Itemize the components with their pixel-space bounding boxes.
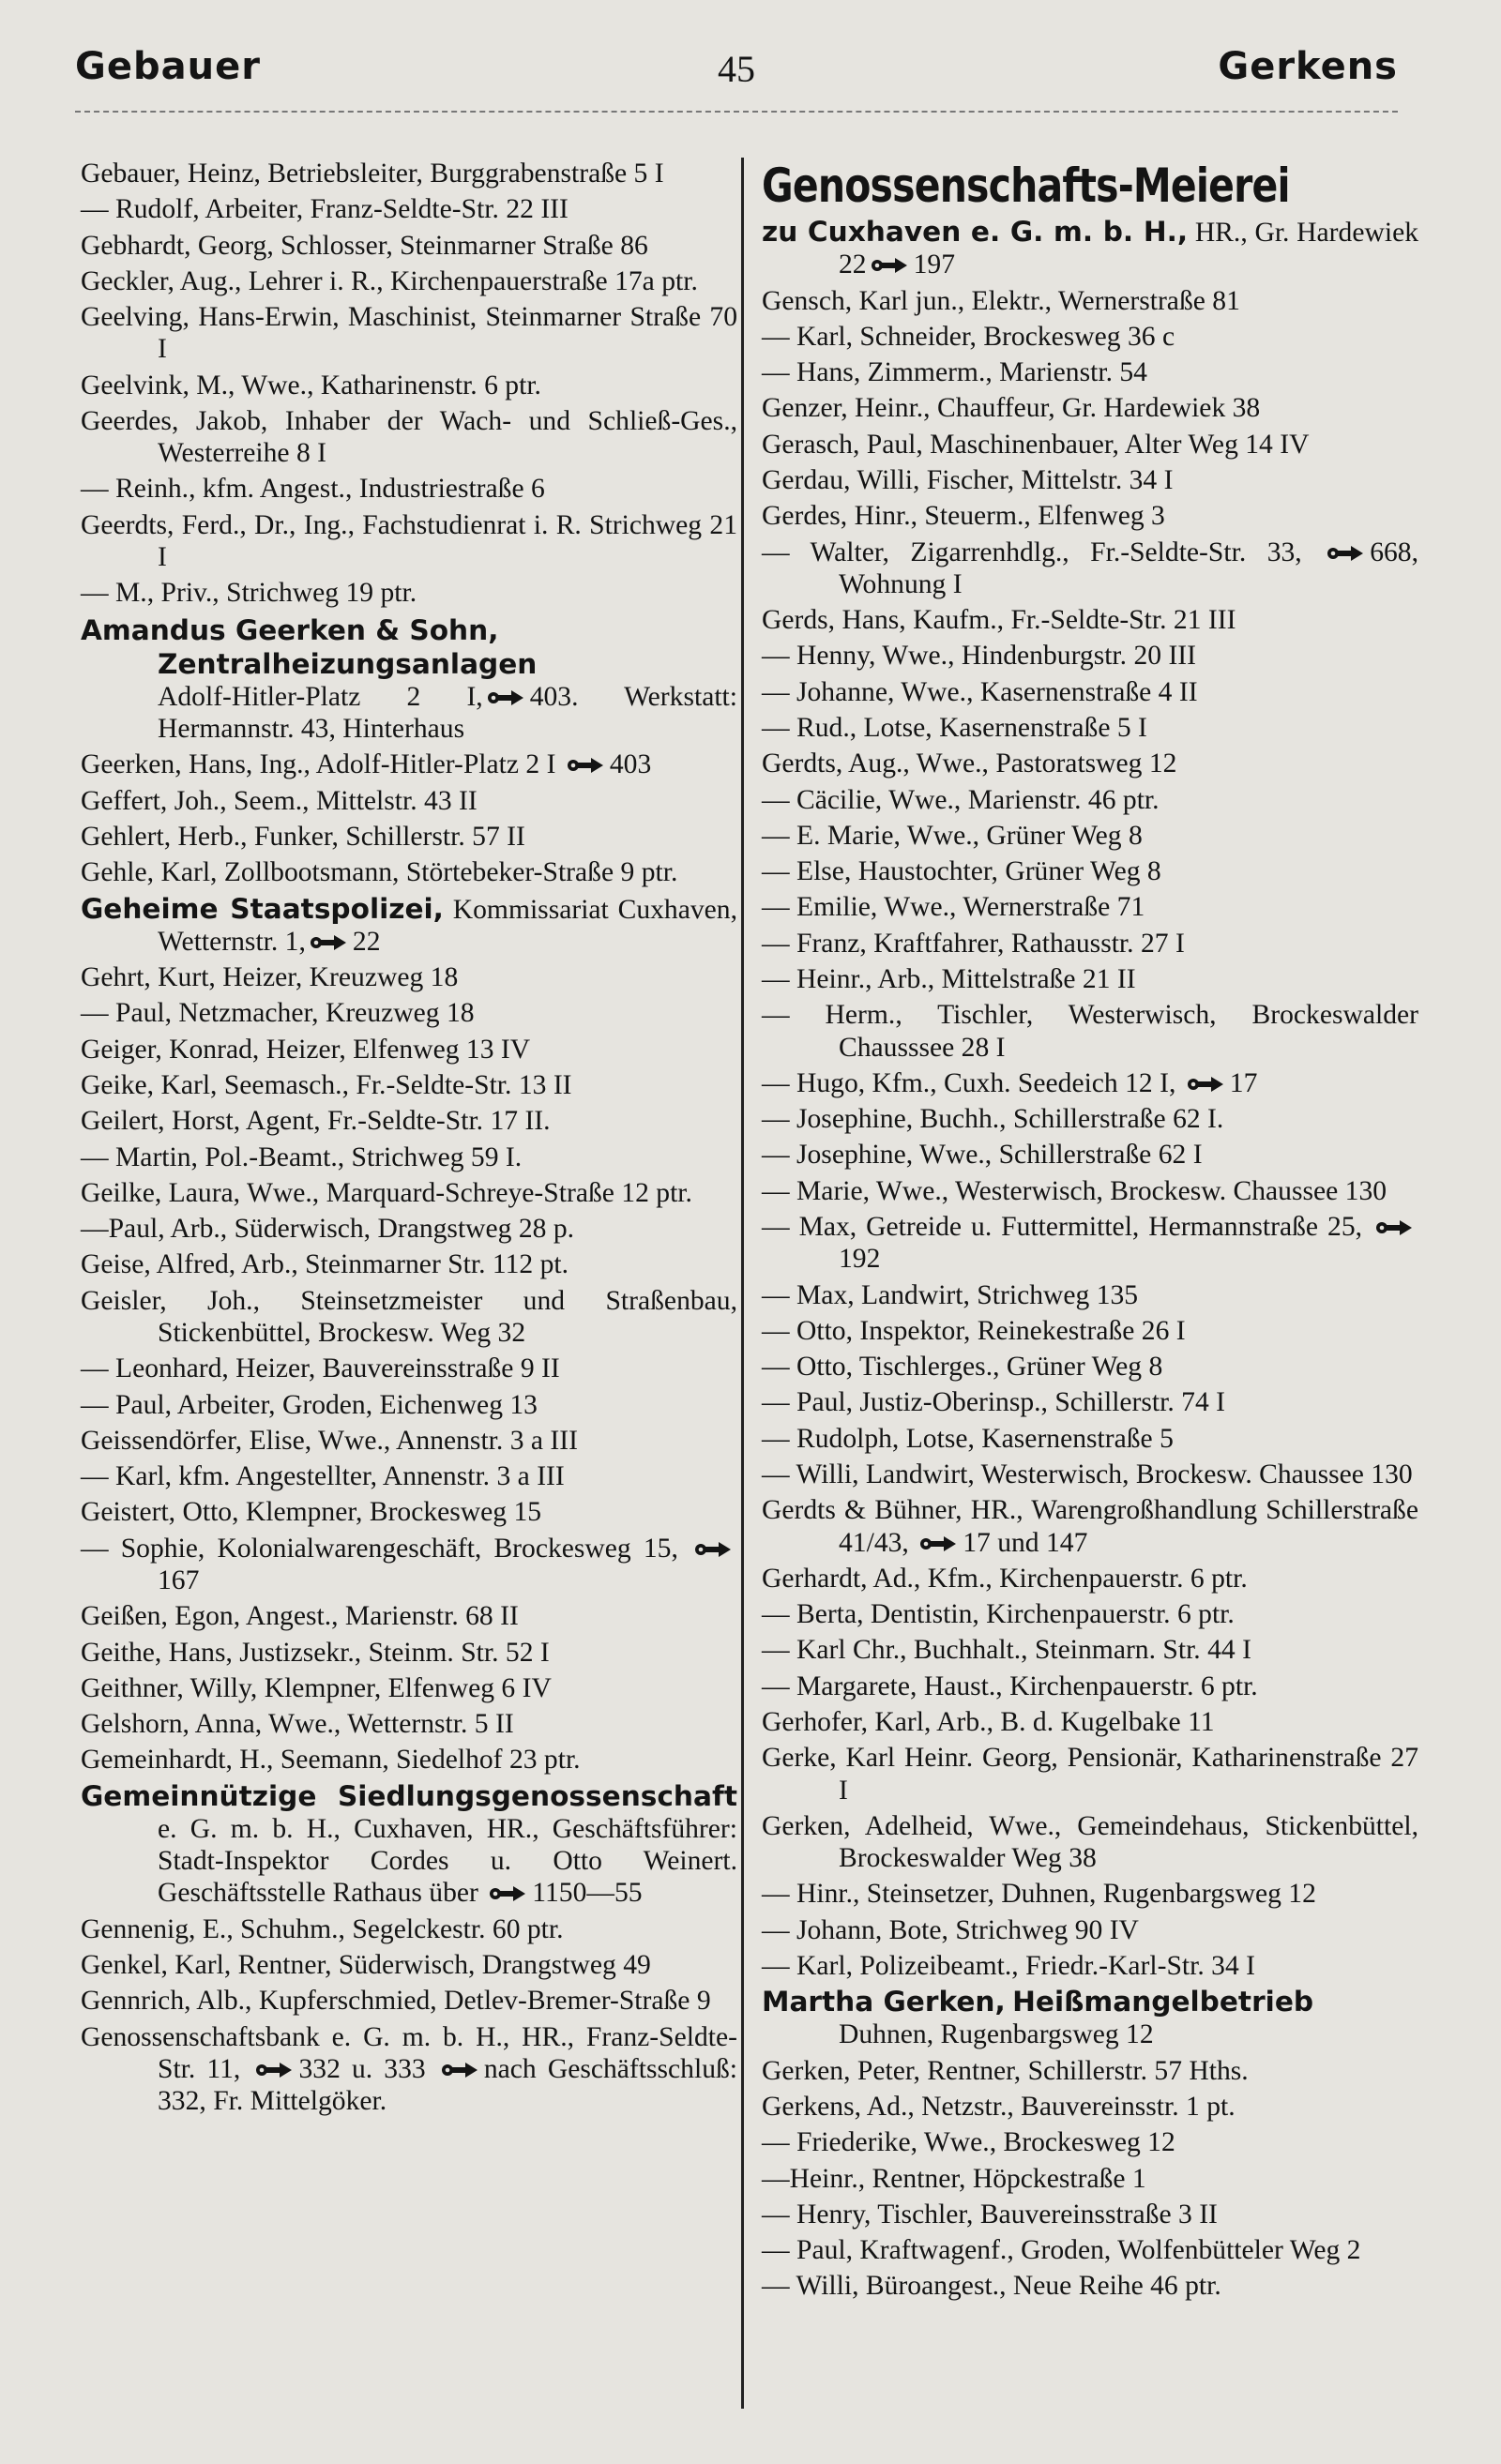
phone-icon xyxy=(441,2061,478,2079)
listing-text: — Hugo, Kfm., Cuxh. Seedeich 12 I, xyxy=(762,1067,1176,1098)
listing-text: Geilke, Laura, Wwe., Marquard-Schreye-Straße 12 ptr. xyxy=(81,1177,692,1208)
listing-text: Gemeinhardt, H., Seemann, Siedelhof 23 ptr. xyxy=(81,1745,581,1776)
listing-entry xyxy=(81,1069,737,1101)
listing-entry xyxy=(762,1706,1418,1738)
listing-entry: Gerken, Peter, Rentner, Schillerstr. 57 Hths. xyxy=(762,2055,1249,2086)
listing-entry xyxy=(81,1708,737,1740)
listing-entry xyxy=(81,1744,737,1776)
listing-text: — Otto, Inspektor, Reinekestraße 26 I xyxy=(762,1315,1186,1346)
listing-entry xyxy=(762,1315,1418,1347)
listing-text: Gerhardt, Ad., Kfm., Kirchenpauerstr. 6 ptr. xyxy=(762,1563,1248,1594)
listing-entry xyxy=(81,1353,737,1384)
listing-text: — Sophie, Kolonialwarengeschäft, Brockesweg 15, xyxy=(81,1533,678,1564)
phone-number: 22 xyxy=(352,926,381,957)
listing-text: — Else, Haustochter, Grüner Weg 8 xyxy=(762,856,1161,887)
listing-entry xyxy=(81,1285,737,1349)
phone-icon xyxy=(489,1884,526,1903)
listing-text: — E. Marie, Wwe., Grüner Weg 8 xyxy=(762,820,1143,851)
listing-text: — Josephine, Wwe., Schillerstraße 62 I xyxy=(762,1140,1203,1171)
listing-text: Genzer, Heinr., Chauffeur, Gr. Hardewiek 38 xyxy=(762,393,1261,424)
listing-entry xyxy=(762,1139,1418,1171)
listing-text: — Otto, Tischlerges., Grüner Weg 8 xyxy=(762,1352,1163,1383)
listing-entry xyxy=(762,640,1418,672)
listing-entry xyxy=(81,1389,737,1421)
listing-text: — Cäcilie, Wwe., Marienstr. 46 ptr. xyxy=(762,784,1160,815)
listing-entry xyxy=(81,1913,737,1945)
listing-entry xyxy=(762,820,1418,852)
listing-text: Geistert, Otto, Klempner, Brockesweg 15 xyxy=(81,1497,542,1528)
listing-text: Gensch, Karl jun., Elektr., Wernerstraße 81 xyxy=(762,285,1240,316)
phone-icon xyxy=(871,256,908,275)
listing-entry xyxy=(81,1213,737,1245)
firm-subtitle: Zentralheizungsanlagen xyxy=(158,647,538,680)
listing-text: — Martin, Pol.-Beamt., Strichweg 59 I. xyxy=(81,1141,523,1172)
listing-entry: — Reinh., kfm. Angest., Industriestraße 6 xyxy=(81,474,545,505)
phone-number: 197 xyxy=(913,249,955,280)
listing-text: Gerdes, Hinr., Steuerm., Elfenweg 3 xyxy=(762,501,1165,532)
listing-entry: Geerdts, Ferd., Dr., Ing., Fachstudienrat i. R. Strichweg 21 I xyxy=(81,509,737,572)
listing-entry xyxy=(762,1279,1418,1311)
firm-name: Amandus Geerken & Sohn, xyxy=(81,614,499,647)
listing-text: —Paul, Arb., Süderwisch, Drangstweg 28 p. xyxy=(81,1214,575,1245)
listing-text: — Josephine, Buchh., Schillerstraße 62 I. xyxy=(762,1104,1224,1135)
listing-entry xyxy=(81,1496,737,1528)
listing-text: Gerds, Hans, Kaufm., Fr.-Seldte-Str. 21 III xyxy=(762,605,1236,636)
phone-number: 167 xyxy=(158,1565,200,1595)
listing-entry xyxy=(762,464,1418,496)
listing-entry xyxy=(762,500,1418,532)
listing-text: — Paul, Netzmacher, Kreuzweg 18 xyxy=(81,998,475,1029)
listing-entry xyxy=(81,961,737,993)
listing-entry xyxy=(81,1985,737,2017)
listing-text: — Margarete, Haust., Kirchenpauerstr. 6 ptr. xyxy=(762,1670,1258,1701)
listing-text: Geithner, Willy, Klempner, Elfenweg 6 IV xyxy=(81,1672,552,1703)
column-divider xyxy=(741,158,744,2409)
listing-entry xyxy=(81,1637,737,1669)
listing-entry xyxy=(81,1460,737,1492)
listing-text: Gerasch, Paul, Maschinenbauer, Alter Weg 14 IV xyxy=(762,429,1310,460)
listing-entry xyxy=(81,1141,737,1173)
listing-text: Geiger, Konrad, Heizer, Elfenweg 13 IV xyxy=(81,1034,531,1065)
listing-entry xyxy=(762,1175,1418,1207)
office-address: Kommissariat Cuxhaven, Wetternstr. 1, xyxy=(158,894,737,957)
listing-text: Gerdts & Bühner, HR., Warengroßhandlung Schillerstraße 41/43, xyxy=(762,1495,1418,1558)
listing-entry: — Friederike, Wwe., Brockesweg 12 xyxy=(762,2127,1175,2158)
listing-text: — Hans, Zimmerm., Marienstr. 54 xyxy=(762,357,1147,388)
left-column xyxy=(81,158,737,2121)
listing-entry xyxy=(762,1351,1418,1383)
listing-entry xyxy=(762,1563,1418,1595)
firm-entry-geerken xyxy=(81,614,737,745)
listing-entry xyxy=(81,821,737,853)
listing-entry xyxy=(762,1670,1418,1702)
listing-entry xyxy=(81,997,737,1029)
listing-entry: — Rudolf, Arbeiter, Franz-Seldte-Str. 22 III xyxy=(81,194,569,225)
listing-entry xyxy=(762,356,1418,388)
listing-entry xyxy=(762,1598,1418,1630)
phone-icon xyxy=(1187,1075,1224,1094)
listing-entry xyxy=(81,1248,737,1280)
listing-entry: —Heinr., Rentner, Höpckestraße 1 xyxy=(762,2163,1146,2194)
listing-text: — Karl, Schneider, Brockesweg 36 c xyxy=(762,321,1175,352)
listing-entry-staatspolizei xyxy=(81,893,737,958)
listing-text: Geike, Karl, Seemasch., Fr.-Seldte-Str. 13 II xyxy=(81,1069,572,1100)
phone-icon xyxy=(1375,1218,1413,1237)
listing-entry xyxy=(762,1459,1418,1490)
listing-text: e. G. m. b. H., Cuxhaven, HR., Geschäftsführer: Stadt-Inspektor Cordes u. Otto Weinert. Geschäftsstelle Rathaus über xyxy=(158,1813,737,1909)
listing-entry xyxy=(762,392,1418,424)
listing-text: Gehle, Karl, Zollbootsmann, Störtebeker-Straße 9 ptr. xyxy=(81,857,678,888)
listing-bold-lead: Gemeinnützige Siedlungsgenossenschaft xyxy=(81,1779,737,1812)
listing-text: Gehrt, Kurt, Heizer, Kreuzweg 18 xyxy=(81,962,459,993)
phone-icon xyxy=(1327,544,1364,563)
listing-entry xyxy=(762,1878,1418,1910)
phone-number: 192 xyxy=(839,1244,881,1275)
listing-entry xyxy=(81,2021,737,2118)
listing-entry xyxy=(762,1067,1418,1099)
page-header xyxy=(75,45,1398,120)
listing-text: Gerdau, Willi, Fischer, Mittelstr. 34 I xyxy=(762,464,1174,495)
listing-entry xyxy=(762,1386,1418,1418)
phone-number: 403 xyxy=(609,749,652,780)
listing-entry xyxy=(81,1949,737,1981)
listing-text: Geilert, Horst, Agent, Fr.-Seldte-Str. 17 II. xyxy=(81,1106,551,1137)
listing-entry xyxy=(762,537,1418,600)
listing-entry xyxy=(762,1211,1418,1275)
listing-entry: — Paul, Kraftwagenf., Groden, Wolfenbütteler Weg 2 xyxy=(762,2235,1361,2266)
phone-number: 668, Wohnung I xyxy=(839,537,1418,599)
meierei-address: HR., Gr. Hardewiek 22 xyxy=(839,218,1418,280)
listing-text: — Paul, Justiz-Oberinsp., Schillerstr. 74 I xyxy=(762,1387,1226,1418)
listing-text: Geithe, Hans, Justizsekr., Steinm. Str. 52 I xyxy=(81,1637,550,1668)
listing-entry: Geelving, Hans-Erwin, Maschinist, Steinmarner Straße 70 I xyxy=(81,302,737,365)
listing-entry xyxy=(81,1780,737,1910)
firm-entry-martha-gerken xyxy=(762,1986,1418,2050)
listing-text: — Hinr., Steinsetzer, Duhnen, Rugenbargsweg 12 xyxy=(762,1879,1316,1910)
listing-text: — Willi, Landwirt, Westerwisch, Brockesw. Chaussee 130 xyxy=(762,1459,1413,1490)
listing-text: Gerke, Karl Heinr. Georg, Pensionär, Katharinenstraße 27 I xyxy=(762,1743,1418,1806)
listing-entry xyxy=(81,1425,737,1457)
listing-entry xyxy=(762,712,1418,744)
listing-entry xyxy=(762,999,1418,1063)
listing-entry xyxy=(762,1742,1418,1806)
phone-number: 1150—55 xyxy=(532,1878,643,1909)
office-name: Geheime Staatspolizei, xyxy=(81,892,444,925)
listing-text: Genkel, Karl, Rentner, Süderwisch, Drangstweg 49 xyxy=(81,1949,651,1980)
phone-icon xyxy=(255,2061,293,2079)
listing-text: — Heinr., Arb., Mittelstraße 21 II xyxy=(762,964,1136,995)
listing-entry xyxy=(762,321,1418,353)
listing-entry: Gebhardt, Georg, Schlosser, Steinmarner Straße 86 xyxy=(81,230,648,261)
listing-text: Geisler, Joh., Steinsetzmeister und Straßenbau, Stickenbüttel, Brockesw. Weg 32 xyxy=(81,1285,737,1348)
listing-text: — Karl Chr., Buchhalt., Steinmarn. Str. 44 I xyxy=(762,1635,1251,1666)
listing-text: Geissendörfer, Elise, Wwe., Annenstr. 3 a III xyxy=(81,1425,578,1456)
phone-icon xyxy=(567,756,604,775)
listing-text: — Karl, kfm. Angestellter, Annenstr. 3 a III xyxy=(81,1461,565,1492)
listing-entry xyxy=(762,285,1418,317)
listing-entry xyxy=(762,963,1418,995)
header-right-keyword: Gerkens xyxy=(1218,45,1398,88)
listing-text: Geffert, Joh., Seem., Mittelstr. 43 II xyxy=(81,785,478,816)
listing-entry xyxy=(81,856,737,888)
listing-text: Gerhofer, Karl, Arb., B. d. Kugelbake 11 xyxy=(762,1707,1215,1737)
listing-entry xyxy=(762,1634,1418,1666)
listing-text: — Leonhard, Heizer, Bauvereinsstraße 9 II xyxy=(81,1353,560,1384)
header-left-keyword: Gebauer xyxy=(75,45,261,88)
phone-note: nach Geschäftsschluß: 332, Fr. Mittelgöker. xyxy=(158,2053,738,2116)
listing-entry xyxy=(762,891,1418,923)
header-rule xyxy=(75,111,1398,113)
listing-entry: Gebauer, Heinz, Betriebsleiter, Burggrabenstraße 5 I xyxy=(81,159,664,189)
listing-text: — Franz, Kraftfahrer, Rathausstr. 27 I xyxy=(762,928,1185,959)
listing-text: — Paul, Arbeiter, Groden, Eichenweg 13 xyxy=(81,1389,538,1420)
page-number: 45 xyxy=(718,48,755,90)
listing-text: Gehlert, Herb., Funker, Schillerstr. 57 II xyxy=(81,821,525,852)
listing-entry: Geckler, Aug., Lehrer i. R., Kirchenpauerstraße 17a ptr. xyxy=(81,265,698,296)
listing-text: Geißen, Egon, Angest., Marienstr. 68 II xyxy=(81,1601,519,1632)
listing-entry: — M., Priv., Strichweg 19 ptr. xyxy=(81,578,417,609)
listing-text: Geise, Alfred, Arb., Steinmarner Str. 112 pt. xyxy=(81,1249,569,1280)
listing-entry xyxy=(762,429,1418,461)
listing-text: Genossenschaftsbank e. G. m. b. H., HR., Franz-Seldte-Str. 11, xyxy=(81,2021,737,2084)
listing-entry xyxy=(762,928,1418,960)
listing-entry xyxy=(81,1105,737,1137)
listing-entry xyxy=(81,1672,737,1704)
listing-text: Geerken, Hans, Ing., Adolf-Hitler-Platz 2 I xyxy=(81,749,556,780)
listing-text: — Berta, Dentistin, Kirchenpauerstr. 6 ptr. xyxy=(762,1599,1235,1630)
firm-address: Adolf-Hitler-Platz 2 I, xyxy=(158,681,483,712)
phone-number: 332 u. 333 xyxy=(298,2053,426,2084)
listing-text: — Marie, Wwe., Westerwisch, Brockesw. Chaussee 130 xyxy=(762,1175,1387,1206)
listing-text: — Johann, Bote, Strichweg 90 IV xyxy=(762,1914,1139,1945)
listing-text: — Johanne, Wwe., Kasernenstraße 4 II xyxy=(762,676,1198,707)
listing-text: — Karl, Polizeibeamt., Friedr.-Karl-Str. 34 I xyxy=(762,1950,1255,1981)
meierei-subtitle xyxy=(762,216,1418,280)
phone-icon xyxy=(310,933,347,952)
firm-name: Martha Gerken, xyxy=(762,1986,1006,2018)
listing-entry xyxy=(762,784,1418,816)
listing-text: Gennrich, Alb., Kupferschmied, Detlev-Bremer-Straße 9 xyxy=(81,1986,711,2017)
listing-entry xyxy=(81,1533,737,1596)
listing-text: — Rud., Lotse, Kasernenstraße 5 I xyxy=(762,712,1147,743)
listing-entry xyxy=(81,1034,737,1066)
listing-entry xyxy=(762,1810,1418,1874)
listing-text: — Rudolph, Lotse, Kasernenstraße 5 xyxy=(762,1423,1174,1454)
listing-text: — Henny, Wwe., Hindenburgstr. 20 III xyxy=(762,641,1197,672)
listing-text: — Walter, Zigarrenhdlg., Fr.-Seldte-Str. 33, xyxy=(762,537,1302,567)
listing-entry xyxy=(762,1494,1418,1558)
listing-entry xyxy=(81,785,737,817)
listing-entry: Geerdes, Jakob, Inhaber der Wach- und Schließ-Ges., Westerreihe 8 I xyxy=(81,405,737,469)
listing-text: — Max, Getreide u. Futtermittel, Hermannstraße 25, xyxy=(762,1212,1363,1243)
listing-entry: Geelvink, M., Wwe., Katharinenstr. 6 ptr. xyxy=(81,370,541,401)
listing-text: Gerken, Adelheid, Wwe., Gemeindehaus, Stickenbüttel, Brockeswalder Weg 38 xyxy=(762,1810,1418,1873)
listing-entry xyxy=(762,855,1418,887)
listing-text: — Herm., Tischler, Westerwisch, Brockeswalder Chausssee 28 I xyxy=(762,1000,1418,1063)
listing-entry xyxy=(762,604,1418,636)
listing-text: — Emilie, Wwe., Wernerstraße 71 xyxy=(762,892,1145,923)
listing-entry: — Willi, Büroangest., Neue Reihe 46 ptr. xyxy=(762,2271,1221,2302)
listing-entry xyxy=(81,1600,737,1632)
phone-icon xyxy=(919,1534,957,1553)
phone-icon xyxy=(694,1540,732,1559)
listing-entry: Gerkens, Ad., Netzstr., Bauvereinsstr. 1 pt. xyxy=(762,2091,1236,2122)
listing-text: — Max, Landwirt, Strichweg 135 xyxy=(762,1279,1139,1310)
listing-entry xyxy=(762,748,1418,779)
firm-address: Duhnen, Rugenbargsweg 12 xyxy=(839,2019,1154,2050)
listing-entry: — Henry, Tischler, Bauvereinsstraße 3 II xyxy=(762,2199,1218,2230)
listing-text: Gennenig, E., Schuhm., Segelckestr. 60 ptr. xyxy=(81,1913,564,1944)
phone-number: 17 und 147 xyxy=(963,1527,1088,1558)
listing-entry xyxy=(762,1914,1418,1946)
listing-entry xyxy=(81,1177,737,1209)
listing-entry xyxy=(81,748,737,780)
listing-entry xyxy=(762,1103,1418,1135)
phone-number: 17 xyxy=(1229,1067,1258,1098)
firm-phone: 403. Werkstatt: Hermannstr. 43, Hinterhaus xyxy=(158,681,737,745)
meierei-company: zu Cuxhaven e. G. m. b. H., xyxy=(762,216,1189,248)
listing-entry xyxy=(762,1950,1418,1982)
listing-entry xyxy=(762,1423,1418,1455)
listing-text: Gerdts, Aug., Wwe., Pastoratsweg 12 xyxy=(762,748,1177,779)
firm-business: Heißmangelbetrieb xyxy=(1012,1986,1314,2018)
meierei-title: Genossenschafts-Meierei xyxy=(762,159,1290,213)
right-column xyxy=(762,158,1418,2306)
listing-entry xyxy=(762,676,1418,708)
listing-text: Gelshorn, Anna, Wwe., Wetternstr. 5 II xyxy=(81,1709,514,1740)
phone-icon xyxy=(487,688,524,707)
